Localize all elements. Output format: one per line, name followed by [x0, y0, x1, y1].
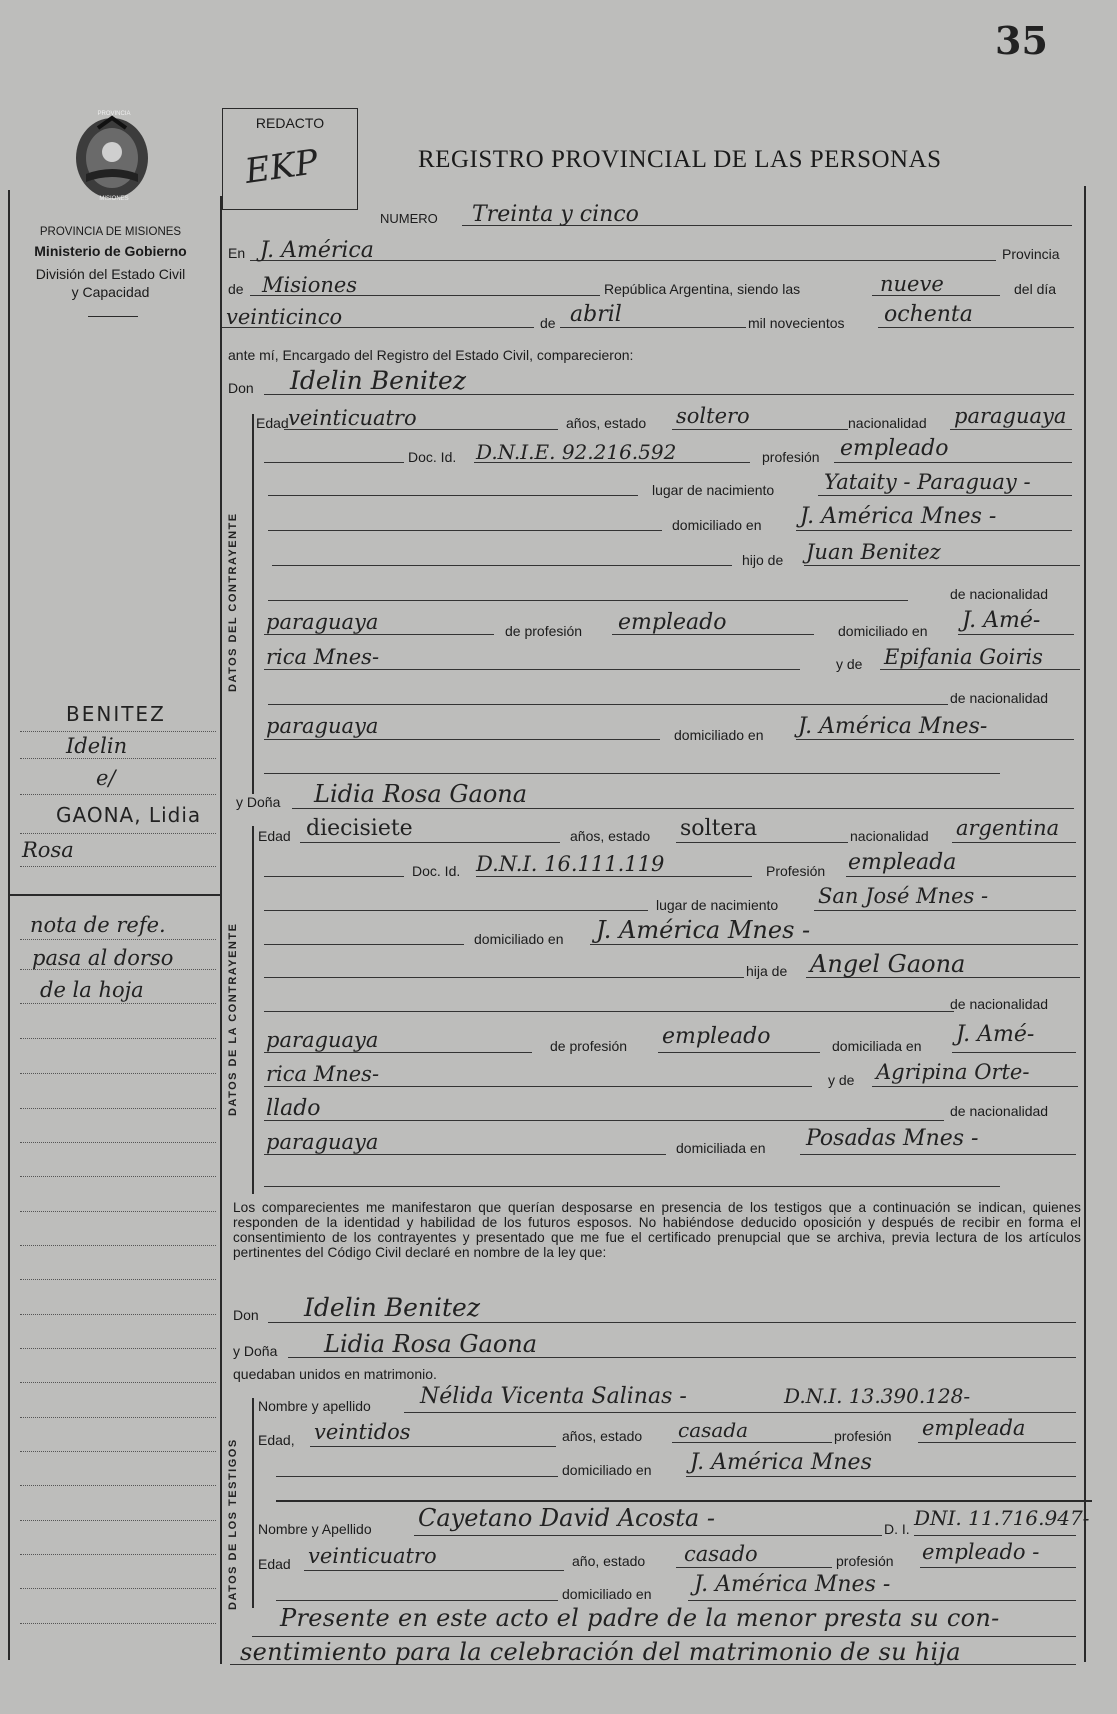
c-edad-label: Edad [256, 415, 289, 431]
f-nombre: Lidia Rosa Gaona [314, 780, 528, 808]
numero-label: NUMERO [380, 211, 438, 226]
c-madre: Epifania Goiris [884, 645, 1043, 669]
f-madre-dom: Posadas Mnes - [806, 1126, 979, 1151]
declaration-text: Los comparecientes me manifestaron que querían desposarse en presencia de los testigos que a continuación se indican, quienes responden de la identidad y habilidad de los futuros esposos. No habiéndose deducido oposición y después de recibir en forma el consentimiento de los contrayentes y presentado que me fue el certificado prenupcial que se archiva, previa lectura de los artículos pertinentes del Código Civil declaré en nombre de la ley que: [233, 1200, 1081, 1260]
f-domicilio: J. América Mnes - [596, 916, 811, 944]
f-nacionalidad: argentina [956, 816, 1060, 840]
don-label: Don [228, 380, 254, 396]
f-nac-label: nacionalidad [850, 828, 929, 844]
margin-connector: e/ [96, 766, 116, 790]
numero-value: Treinta y cinco [472, 202, 639, 227]
t2-doc: DNI. 11.716.947- [914, 1506, 1090, 1530]
f-doc: D.N.I. 16.111.119 [476, 852, 665, 876]
c-dom-label: domiciliado en [672, 517, 762, 533]
f-padre-dom-1: J. Amé- [956, 1022, 1035, 1047]
f-prof-label: Profesión [766, 863, 826, 879]
c-padre: Juan Benitez [806, 540, 941, 564]
c-lugar: Yataity - Paraguay - [824, 470, 1031, 494]
dia-value: veinticinco [226, 305, 343, 329]
de-label: de [228, 281, 244, 297]
t1-edad: veintidos [314, 1420, 411, 1444]
t2-estado: casado [684, 1542, 758, 1566]
margin-surname-2: GAONA, Lidia [56, 803, 202, 827]
c-edad: veinticuatro [288, 406, 417, 430]
f-padre-prof: empleado [662, 1024, 771, 1049]
c-padre-dom-label: domiciliado en [838, 623, 928, 639]
f-anios-label: años, estado [570, 828, 651, 844]
redacto-label: REDACTO [255, 115, 325, 131]
document-title: REGISTRO PROVINCIAL DE LAS PERSONAS [418, 146, 942, 173]
margin-note-3: de la hoja [40, 978, 144, 1002]
contrayente-f-side-label: DATOS DE LA CONTRAYENTE [227, 922, 239, 1116]
f-lugar: San José Mnes - [818, 884, 989, 908]
f-madre-1: Agripina Orte- [876, 1060, 1030, 1084]
c-hijo-label: hijo de [742, 552, 784, 568]
t1-prof-label: profesión [834, 1428, 892, 1444]
ministry-label: Ministerio de Gobierno [34, 243, 187, 259]
decl-don-label: Don [233, 1307, 259, 1323]
c-doc-label: Doc. Id. [408, 449, 457, 465]
decl-dona-value: Lidia Rosa Gaona [324, 1330, 538, 1358]
t2-doc-label: D. I. [884, 1521, 910, 1537]
seal-text-bottom: MISIONES [99, 196, 129, 202]
f-hija-label: hija de [746, 963, 788, 979]
t2-edad: veinticuatro [308, 1544, 437, 1568]
c-madre-dom: J. América Mnes- [798, 714, 988, 739]
c-doc: D.N.I.E. 92.216.592 [476, 440, 677, 464]
decl-don-value: Idelin Benitez [304, 1293, 480, 1322]
division-label-2: y Capacidad [71, 284, 150, 300]
t2-nombre-label: Nombre y Apellido [258, 1521, 372, 1537]
c-padre-nac-label: de nacionalidad [950, 586, 1049, 602]
anio-label: mil novecientos [748, 315, 845, 331]
de-mes-label: de [540, 315, 556, 331]
c-lugar-label: lugar de nacimiento [652, 482, 775, 498]
t2-dom: J. América Mnes - [694, 1572, 891, 1597]
t1-anios-label: años, estado [562, 1428, 643, 1444]
f-profesion: empleada [848, 850, 957, 875]
t2-dom-label: domiciliado en [562, 1586, 652, 1602]
c-nac-label: nacionalidad [848, 415, 927, 431]
f-estado: soltera [680, 816, 758, 841]
c-padre-nac: paraguaya [266, 610, 379, 634]
t2-prof: empleado - [922, 1540, 1040, 1564]
t1-nombre: Nélida Vicenta Salinas - [420, 1384, 687, 1409]
c-padre-prof-label: de profesión [505, 623, 583, 639]
decl-cierre: quedaban unidos en matrimonio. [233, 1366, 437, 1382]
anio-value: ochenta [884, 302, 973, 327]
t1-edad-label: Edad, [258, 1432, 295, 1448]
c-padre-dom-1: J. Amé- [962, 608, 1041, 633]
division-label-1: División del Estado Civil [35, 266, 186, 282]
de-value: Misiones [262, 273, 358, 297]
t2-anio-label: año, estado [572, 1553, 646, 1569]
t2-nombre: Cayetano David Acosta - [418, 1504, 715, 1532]
en-label: En [228, 245, 246, 261]
don-value: Idelin Benitez [290, 366, 466, 395]
seal-text-top: PROVINCIA [97, 111, 131, 117]
hora-value: nueve [880, 272, 944, 296]
margin-name-1: Idelin [66, 734, 128, 758]
t1-estado: casada [678, 1418, 749, 1442]
margin-surname-1: BENITEZ [66, 702, 166, 726]
c-domicilio: J. América Mnes - [800, 504, 997, 529]
republica-label: República Argentina, siendo las [604, 281, 801, 297]
mes-value: abril [570, 302, 622, 327]
decl-dona-label: y Doña [233, 1343, 278, 1359]
redacto-mark: EKP [242, 142, 321, 192]
t1-prof: empleada [922, 1416, 1026, 1440]
c-prof-label: profesión [762, 449, 820, 465]
f-madre-nac-label: de nacionalidad [950, 1103, 1049, 1119]
redacto-box [222, 108, 358, 210]
f-y-de-label: y de [828, 1072, 855, 1088]
f-edad: diecisiete [306, 816, 413, 841]
c-estado: soltero [676, 404, 750, 428]
c-madre-nac-label: de nacionalidad [950, 690, 1049, 706]
contrayente-side-label: DATOS DEL CONTRAYENTE [227, 512, 239, 692]
f-padre-dom-2: rica Mnes- [266, 1062, 380, 1086]
c-y-de-label: y de [836, 656, 863, 672]
en-value: J. América [260, 238, 374, 263]
f-padre-dom-label: domiciliada en [832, 1038, 922, 1054]
c-padre-prof: empleado [618, 610, 727, 635]
t2-edad-label: Edad [258, 1556, 291, 1572]
c-padre-dom-2: rica Mnes- [266, 645, 380, 669]
margin-note-1: nota de refe. [30, 913, 166, 937]
t2-prof-label: profesión [836, 1553, 894, 1569]
province-label: PROVINCIA DE MISIONES [39, 226, 182, 238]
final-note-line-2: sentimiento para la celebración del matrimonio de su hija [240, 1638, 961, 1666]
testigos-side-label: DATOS DE LOS TESTIGOS [227, 1438, 239, 1610]
page-number: 35 [995, 18, 1048, 63]
c-anios-label: años, estado [566, 415, 647, 431]
seal-icon [68, 112, 156, 204]
margin-note-2: pasa al dorso [32, 946, 174, 970]
final-note-line-1: Presente en este acto el padre de la menor presta su con- [280, 1604, 1000, 1632]
f-madre-dom-label: domiciliada en [676, 1140, 766, 1156]
f-padre-nac: paraguaya [266, 1028, 379, 1052]
f-dom-label: domiciliado en [474, 931, 564, 947]
t1-dom: J. América Mnes [690, 1450, 872, 1475]
f-padre-prof-label: de profesión [550, 1038, 628, 1054]
t1-nombre-label: Nombre y apellido [258, 1398, 371, 1414]
t1-dom-label: domiciliado en [562, 1462, 652, 1478]
c-profesion: empleado [840, 436, 949, 461]
f-edad-label: Edad [258, 828, 291, 844]
margin-name-2: Rosa [22, 838, 74, 862]
f-padre-nac-label: de nacionalidad [950, 996, 1049, 1012]
f-madre-nac: paraguaya [266, 1130, 379, 1154]
f-doc-label: Doc. Id. [412, 863, 461, 879]
f-padre: Angel Gaona [810, 950, 966, 978]
provincial-seal [68, 112, 156, 204]
c-madre-dom-label: domiciliado en [674, 727, 764, 743]
ante-label: ante mí, Encargado del Registro del Estado Civil, comparecieron: [228, 347, 634, 363]
t1-doc: D.N.I. 13.390.128- [784, 1384, 971, 1408]
f-lugar-label: lugar de nacimiento [656, 897, 779, 913]
f-y-dona-label: y Doña [236, 794, 281, 810]
c-madre-nac: paraguaya [266, 714, 379, 738]
f-madre-2: llado [266, 1096, 321, 1121]
c-nacionalidad: paraguaya [954, 404, 1067, 428]
provincia-label: Provincia [1002, 246, 1060, 262]
del-dia-label: del día [1014, 281, 1057, 297]
